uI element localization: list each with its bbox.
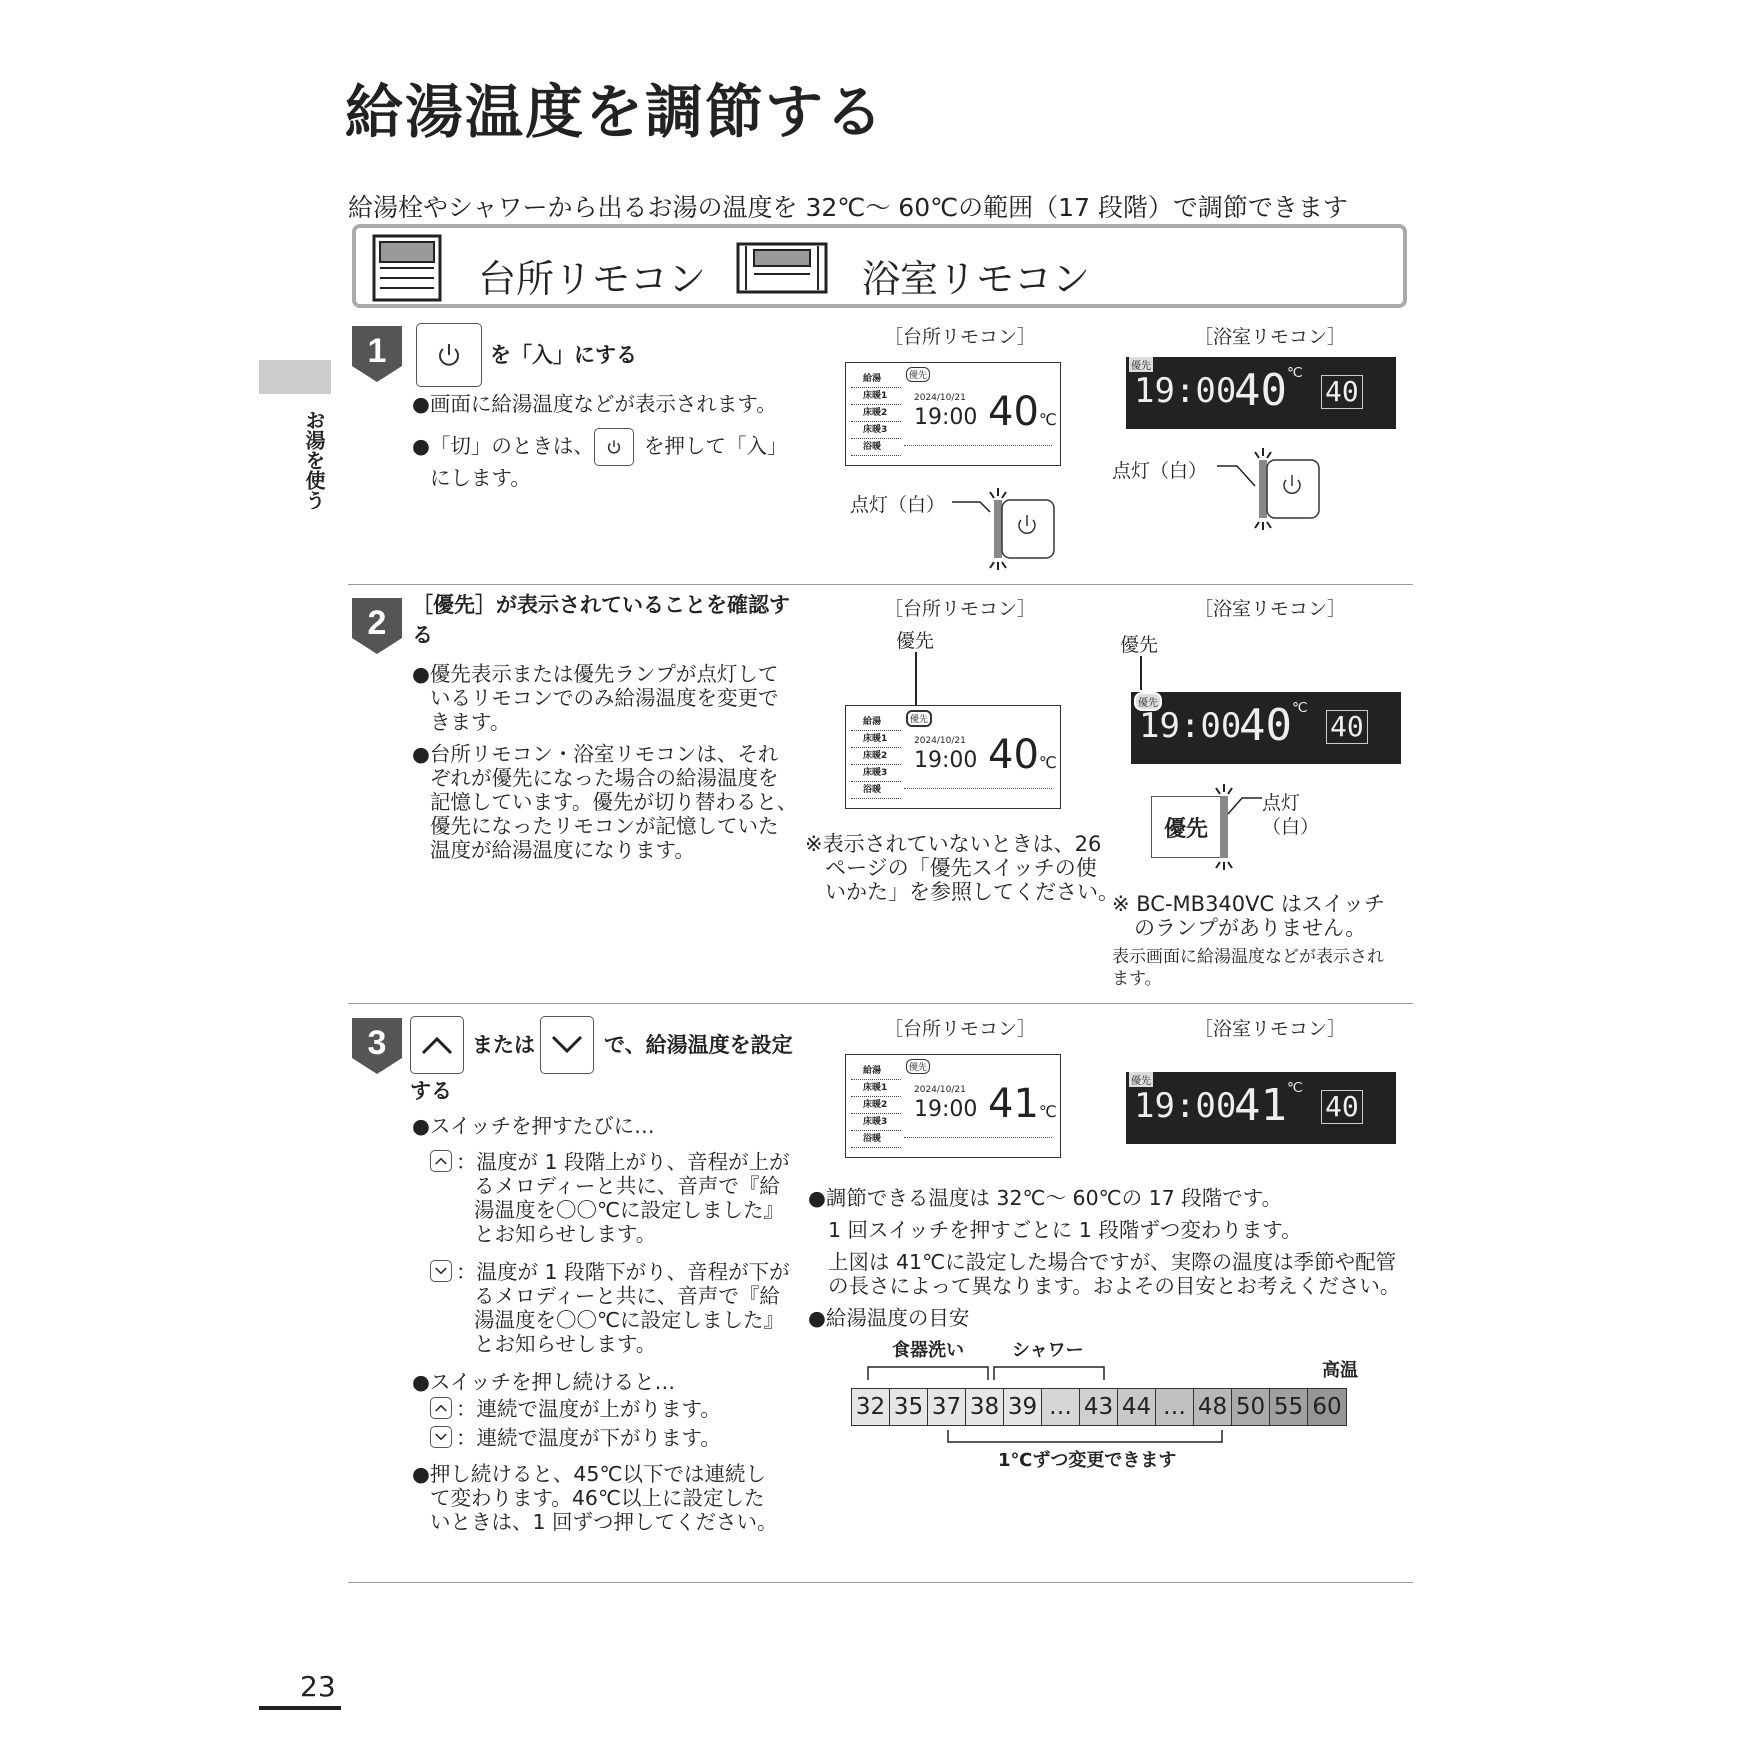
priority-indicator: 優先	[906, 1059, 930, 1074]
priority-callout-kitchen: 優先	[896, 630, 935, 652]
power-icon	[434, 340, 464, 370]
step-3-number: 3	[367, 1024, 387, 1062]
text-line: ●押し続けると、45℃以下では連続し	[412, 1462, 766, 1486]
callout-line	[1140, 656, 1142, 690]
step-2-badge	[352, 598, 402, 654]
display-date: 2024/10/21	[914, 736, 966, 746]
text-line: ぞれが優先になった場合の給湯温度を	[430, 766, 779, 790]
display-time: 19:00	[914, 748, 978, 773]
scale-cell: 44	[1118, 1389, 1156, 1425]
menu-item: 床暖2	[851, 1097, 901, 1114]
scale-cell: 37	[928, 1389, 966, 1425]
scale-cell: 50	[1232, 1389, 1270, 1425]
chevron-up-icon	[435, 1157, 447, 1165]
step-3-title-line-2: する	[410, 1079, 452, 1103]
up-key-small	[430, 1397, 452, 1419]
text-line: 湯温度を〇〇℃に設定しました』	[474, 1308, 785, 1332]
bath-remote-label: 浴室リモコン	[862, 257, 1091, 301]
scale-high-label: 高温	[1322, 1360, 1358, 1381]
bath-set-temperature: 40	[1326, 710, 1368, 744]
step-3-bullet-1: ●スイッチを押すたびに…	[412, 1114, 655, 1138]
text-line: ●台所リモコン・浴室リモコンは、それ	[412, 742, 779, 766]
temp-unit: ℃	[1291, 700, 1308, 716]
display-divider	[904, 788, 1052, 789]
menu-item: 浴暖	[851, 439, 901, 456]
bath-temperature	[1234, 1080, 1303, 1131]
text-line: 表示画面に給湯温度などが表示され	[1112, 947, 1384, 967]
priority-callout-bath: 優先	[1120, 634, 1159, 656]
chevron-up-icon	[421, 1035, 453, 1055]
text-line: とお知らせします。	[474, 1222, 657, 1246]
bath-note	[1112, 892, 1385, 940]
page-number-underline	[259, 1706, 341, 1710]
menu-item: 床暖3	[851, 1114, 901, 1131]
menu-item: 床暖1	[851, 388, 901, 405]
down-key-small	[430, 1260, 452, 1282]
hold-down-text: ：連続で温度が下がります。	[456, 1426, 721, 1450]
section-divider	[348, 584, 1413, 585]
scale-cell: 39	[1004, 1389, 1042, 1425]
scale-note: 1℃ずつ変更できます	[998, 1450, 1177, 1471]
text-line: ページの「優先スイッチの使	[825, 856, 1097, 880]
scale-cell: 48	[1194, 1389, 1232, 1425]
text-line: て変わります。46℃以上に設定した	[430, 1486, 765, 1510]
menu-item: 床暖1	[851, 731, 901, 748]
step-3-title-mid: または	[472, 1033, 535, 1057]
temp-value: 40	[988, 389, 1039, 435]
menu-item: 床暖3	[851, 422, 901, 439]
temp-unit: ℃	[1286, 365, 1303, 381]
scale-dish-label: 食器洗い	[892, 1340, 964, 1361]
lamp-label-kitchen: 点灯（白）	[850, 494, 946, 516]
kitchen-note	[805, 832, 1119, 904]
step-3-bullet-2: ●スイッチを押し続けると…	[412, 1370, 676, 1394]
down-button[interactable]	[540, 1016, 594, 1074]
display-time: 19:00	[914, 1097, 978, 1122]
display-date: 2024/10/21	[914, 393, 966, 403]
display-menu	[851, 1063, 901, 1148]
display-temperature	[988, 1081, 1057, 1127]
temperature-scale	[851, 1388, 1347, 1426]
side-tab-label: お湯を使う	[302, 410, 326, 510]
text-line: の長さによって異なります。およその目安とお考えください。	[828, 1274, 1401, 1298]
temp-value: 40	[1239, 700, 1292, 751]
kitchen-display	[845, 705, 1061, 809]
scale-cell: 55	[1270, 1389, 1308, 1425]
scale-range-bracket	[946, 1428, 1226, 1446]
text-line: ※表示されていないときは、26	[805, 832, 1102, 856]
section-divider	[348, 1582, 1413, 1583]
section-divider	[348, 1003, 1413, 1004]
step-2-number: 2	[367, 604, 387, 642]
bath-power-lamp	[1215, 446, 1325, 532]
bath-display	[1131, 692, 1401, 764]
text-line: 湯温度を〇〇℃に設定しました』	[474, 1198, 785, 1222]
example-note	[828, 1250, 1400, 1298]
bath-display	[1126, 1072, 1396, 1144]
temp-unit: ℃	[1038, 753, 1057, 772]
temp-value: 41	[988, 1081, 1039, 1127]
display-temperature	[988, 389, 1057, 435]
step-2-bullet-1	[412, 662, 779, 734]
side-tab	[259, 360, 331, 394]
step-1-bullet-2a: ●「切」のときは、	[412, 434, 594, 458]
kitchen-display	[845, 1054, 1061, 1158]
chevron-down-icon	[435, 1433, 447, 1441]
temp-unit: ℃	[1038, 1102, 1057, 1121]
step-2-title-line-1: ［優先］が表示されていることを確認す	[412, 593, 790, 617]
temp-unit: ℃	[1286, 1080, 1303, 1096]
up-key-small	[430, 1150, 452, 1172]
chevron-up-icon	[435, 1404, 447, 1412]
scale-cell: 35	[890, 1389, 928, 1425]
guide-heading: ●給湯温度の目安	[808, 1306, 970, 1330]
up-description	[456, 1150, 790, 1246]
menu-item: 給湯	[851, 1063, 901, 1080]
menu-item: 浴暖	[851, 782, 901, 799]
temp-value: 40	[988, 732, 1039, 778]
bath-temperature	[1234, 365, 1303, 416]
step-3-badge	[352, 1018, 402, 1074]
down-key-small	[430, 1426, 452, 1448]
bath-time: 19:00	[1134, 371, 1237, 411]
text-line: 温度が給湯温度になります。	[430, 838, 695, 862]
page-title: 給湯温度を調節する	[345, 78, 886, 146]
display-divider	[904, 1137, 1052, 1138]
kitchen-power-lamp	[950, 486, 1060, 572]
display-temperature	[988, 732, 1057, 778]
priority-indicator: 優先	[1134, 692, 1162, 711]
scale-cell: 32	[852, 1389, 890, 1425]
step-1-badge	[352, 326, 402, 382]
step-1-bullet-2c: にします。	[430, 466, 531, 490]
caption-bath: ［浴室リモコン］	[1194, 1018, 1347, 1040]
kitchen-display	[845, 362, 1061, 466]
display-time: 19:00	[914, 405, 978, 430]
lamp-label-bath: 点灯（白）	[1112, 460, 1208, 482]
text-line: いるリモコンでのみ給湯温度を変更で	[430, 686, 779, 710]
text-line: 優先になったリモコンが記憶していた	[430, 814, 779, 838]
bath-set-temperature: 40	[1321, 375, 1363, 409]
step-3-title-end: で、給湯温度を設定	[604, 1033, 793, 1057]
menu-item: 床暖1	[851, 1080, 901, 1097]
up-button[interactable]	[410, 1016, 464, 1074]
step-2-title-line-2: る	[412, 623, 433, 647]
menu-item: 床暖2	[851, 405, 901, 422]
priority-indicator: 優先	[1129, 1072, 1153, 1087]
kitchen-remote-label: 台所リモコン	[478, 257, 707, 301]
step-2-bullet-2	[412, 742, 797, 862]
text-line: とお知らせします。	[474, 1332, 657, 1356]
scale-cell: 60	[1308, 1389, 1346, 1425]
caption-kitchen: ［台所リモコン］	[884, 326, 1037, 348]
text-line: のランプがありません。	[1134, 916, 1367, 940]
bath-time: 19:00	[1139, 706, 1242, 746]
text-line: ：温度が 1 段階下がり、音程が下が	[456, 1260, 790, 1284]
menu-item: 給湯	[851, 714, 901, 731]
bath-time: 19:00	[1134, 1086, 1237, 1126]
text-line: ※ BC-MB340VC はスイッチ	[1112, 892, 1386, 916]
bath-display	[1126, 357, 1396, 429]
temp-value: 41	[1234, 1080, 1287, 1131]
chevron-down-icon	[435, 1267, 447, 1275]
caption-bath: ［浴室リモコン］	[1194, 326, 1347, 348]
text-line: るメロディーと共に、音声で『給	[474, 1284, 780, 1308]
step-1-bullet-1: ●画面に給湯温度などが表示されます。	[412, 392, 777, 416]
priority-indicator: 優先	[1129, 357, 1153, 372]
caption-kitchen: ［台所リモコン］	[884, 598, 1037, 620]
scale-cell: 43	[1080, 1389, 1118, 1425]
down-description	[456, 1260, 790, 1356]
chevron-down-icon	[551, 1035, 583, 1055]
temp-unit: ℃	[1038, 410, 1057, 429]
text-line: ：温度が 1 段階上がり、音程が上が	[456, 1150, 790, 1174]
bath-temperature	[1239, 700, 1308, 751]
scale-cell: 38	[966, 1389, 1004, 1425]
text-line: るメロディーと共に、音声で『給	[474, 1174, 780, 1198]
range-note: ●調節できる温度は 32℃～ 60℃の 17 段階です。	[808, 1186, 1283, 1210]
power-button[interactable]	[416, 323, 482, 387]
text-line: いかた」を参照してください。	[825, 880, 1119, 904]
text-line: 上図は 41℃に設定した場合ですが、実際の温度は季節や配管	[828, 1250, 1397, 1274]
intro-text: 給湯栓やシャワーから出るお湯の温度を 32℃～ 60℃の範囲（17 段階）で調節できます	[348, 193, 1348, 222]
temp-value: 40	[1234, 365, 1287, 416]
caption-bath: ［浴室リモコン］	[1194, 598, 1347, 620]
bath-note-2	[1112, 946, 1384, 990]
step-note: 1 回スイッチを押すごとに 1 段階ずつ変わります。	[828, 1218, 1302, 1242]
text-line: ます。	[1112, 969, 1162, 989]
display-menu	[851, 714, 901, 799]
text-line: 記憶しています。優先が切り替わると、	[430, 790, 798, 814]
bath-remote-icon	[736, 242, 828, 296]
display-menu	[851, 371, 901, 456]
text-line: いときは、1 回ずつ押してください。	[430, 1510, 778, 1534]
text-line: ●優先表示または優先ランプが点灯して	[412, 662, 779, 686]
priority-indicator: 優先	[906, 710, 932, 727]
remote-type-box	[352, 224, 1407, 308]
display-divider	[904, 445, 1052, 446]
scale-shower-label: シャワー	[1012, 1340, 1084, 1361]
priority-button[interactable]: 優先	[1151, 796, 1221, 858]
power-button-small	[594, 428, 634, 466]
step-1-number: 1	[367, 332, 387, 370]
step-1-title: を「入」にする	[490, 343, 637, 367]
lamp-label-priority-2: （白）	[1262, 816, 1320, 838]
bath-set-temperature: 40	[1321, 1090, 1363, 1124]
priority-indicator: 優先	[906, 367, 930, 382]
step-3-bullet-3	[412, 1462, 778, 1534]
menu-item: 床暖3	[851, 765, 901, 782]
display-date: 2024/10/21	[914, 1085, 966, 1095]
step-1-bullet-2b: を押して「入」	[644, 434, 788, 458]
menu-item: 給湯	[851, 371, 901, 388]
text-line: きます。	[430, 710, 511, 734]
kitchen-remote-icon	[372, 234, 444, 304]
power-icon	[605, 438, 623, 456]
scale-brackets	[866, 1364, 1116, 1382]
scale-cell: …	[1156, 1389, 1194, 1425]
caption-kitchen: ［台所リモコン］	[884, 1018, 1037, 1040]
hold-up-text: ：連続で温度が上がります。	[456, 1397, 721, 1421]
menu-item: 床暖2	[851, 748, 901, 765]
scale-cell: …	[1042, 1389, 1080, 1425]
callout-line	[915, 652, 917, 710]
menu-item: 浴暖	[851, 1131, 901, 1148]
lamp-label-priority-1: 点灯	[1262, 792, 1301, 814]
page-number: 23	[300, 1670, 336, 1703]
